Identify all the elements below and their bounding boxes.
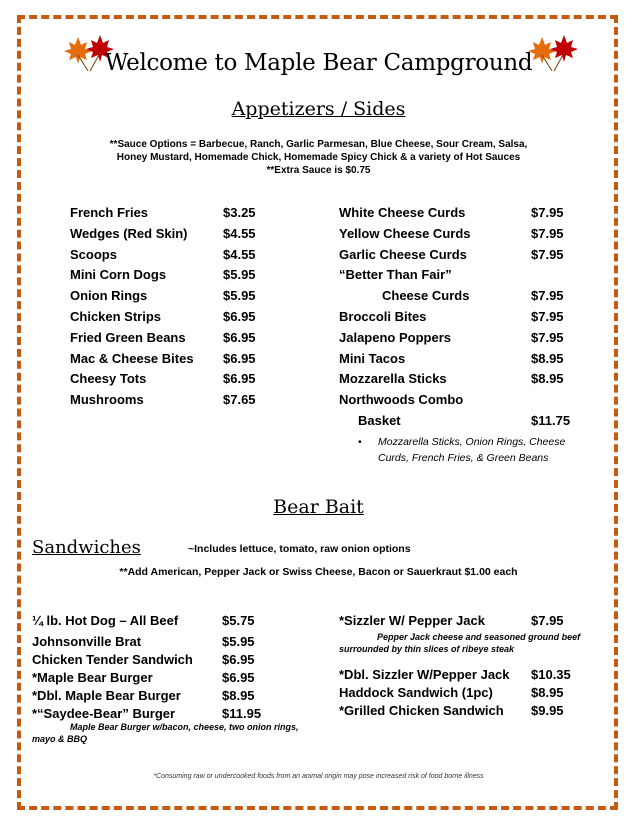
addon-note: **Add American, Pepper Jack or Swiss Cheese, Bacon or Sauerkraut $1.00 each bbox=[119, 566, 518, 578]
item-name: Scoops bbox=[70, 246, 117, 262]
item-name: Northwoods Combo bbox=[339, 392, 464, 408]
item-name: Chicken Strips bbox=[70, 308, 162, 324]
item-price: $11.95 bbox=[222, 705, 262, 721]
menu-item bbox=[339, 205, 589, 226]
sauce-options bbox=[0, 138, 637, 177]
item-name: Mozzarella Sticks bbox=[339, 371, 447, 387]
item-name: Chicken Tender Sandwich bbox=[32, 651, 193, 667]
item-name: Cheese Curds bbox=[382, 288, 470, 304]
menu-item bbox=[339, 371, 589, 392]
menu-item bbox=[339, 413, 589, 434]
menu-item bbox=[339, 685, 599, 703]
item-name: Mini Corn Dogs bbox=[70, 267, 167, 283]
menu-item bbox=[339, 667, 599, 685]
item-price: $6.95 bbox=[222, 669, 255, 685]
sizzler-description: Pepper Jack cheese and seasoned ground beef surrounded by thin slices of ribeye steak bbox=[339, 632, 581, 654]
item-price: $7.95 bbox=[531, 288, 564, 304]
item-name: *Dbl. Maple Bear Burger bbox=[32, 687, 181, 703]
menu-item bbox=[70, 205, 270, 226]
menu-item bbox=[339, 267, 589, 288]
saydee-burger-description: Maple Bear Burger w/bacon, cheese, two onion rings, mayo & BBQ bbox=[32, 722, 299, 744]
sandwiches-left-column bbox=[32, 613, 312, 724]
item-name: Jalapeno Poppers bbox=[339, 329, 451, 345]
item-price: $6.95 bbox=[223, 329, 256, 345]
menu-item bbox=[70, 309, 270, 330]
item-price: $7.95 bbox=[531, 613, 564, 628]
item-price: $10.35 bbox=[531, 667, 571, 682]
item-name: Mac & Cheese Bites bbox=[70, 350, 194, 366]
appetizers-left-column bbox=[70, 205, 270, 413]
item-name: Yellow Cheese Curds bbox=[339, 225, 471, 241]
item-price: $11.75 bbox=[531, 412, 571, 428]
sandwiches-heading: Sandwiches bbox=[32, 537, 141, 558]
item-price: $5.95 bbox=[222, 633, 255, 649]
item-name: Mini Tacos bbox=[339, 350, 406, 366]
menu-item bbox=[70, 330, 270, 351]
item-price: $8.95 bbox=[531, 371, 564, 387]
menu-item bbox=[70, 392, 270, 413]
menu-item bbox=[339, 351, 589, 372]
menu-item bbox=[339, 247, 589, 268]
item-name: *Grilled Chicken Sandwich bbox=[339, 703, 504, 718]
item-name: *Dbl. Sizzler W/Pepper Jack bbox=[339, 667, 510, 682]
item-price: $9.95 bbox=[531, 703, 564, 718]
item-name: Wedges (Red Skin) bbox=[70, 225, 188, 241]
extra-sauce-note: **Extra Sauce is $0.75 bbox=[266, 165, 371, 176]
menu-item bbox=[32, 688, 312, 706]
menu-item bbox=[70, 288, 270, 309]
item-name: ¼ lb. Hot Dog – All Beef bbox=[32, 613, 179, 628]
combo-note-text: Mozzarella Sticks, Onion Rings, Cheese Curds, French Fries, & Green Beans bbox=[378, 436, 566, 464]
item-name: Cheesy Tots bbox=[70, 371, 147, 387]
item-price: $4.55 bbox=[223, 225, 256, 241]
item-price: $6.95 bbox=[222, 651, 255, 667]
menu-item bbox=[70, 267, 270, 288]
sandwiches-subheading: ~Includes lettuce, tomato, raw onion options bbox=[188, 543, 411, 555]
item-name: Basket bbox=[358, 412, 401, 428]
item-name: Onion Rings bbox=[70, 288, 148, 304]
bullet-icon: • bbox=[358, 436, 362, 448]
item-price: $8.95 bbox=[531, 350, 564, 366]
appetizers-right-column bbox=[339, 205, 589, 434]
menu-item bbox=[32, 652, 312, 670]
menu-item bbox=[70, 226, 270, 247]
combo-basket-note bbox=[358, 434, 588, 466]
item-price: $6.95 bbox=[223, 350, 256, 366]
sauce-line-1: **Sauce Options = Barbecue, Ranch, Garlic Parmesan, Blue Cheese, Sour Cream, Salsa, bbox=[109, 139, 528, 150]
food-safety-warning: *Consuming raw or undercooked foods from an animal origin may pose increased risk of food borne illness bbox=[153, 773, 484, 780]
item-price: $7.95 bbox=[531, 225, 564, 241]
item-price: $4.55 bbox=[223, 246, 256, 262]
item-price: $7.95 bbox=[531, 246, 564, 262]
item-name: *Sizzler W/ Pepper Jack bbox=[339, 613, 485, 628]
item-price: $5.95 bbox=[223, 267, 256, 283]
item-price: $7.95 bbox=[531, 308, 564, 324]
item-price: $7.95 bbox=[531, 205, 564, 220]
item-name: Fried Green Beans bbox=[70, 329, 186, 345]
menu-item bbox=[339, 703, 599, 721]
menu-item bbox=[339, 226, 589, 247]
appetizers-heading: Appetizers / Sides bbox=[231, 98, 406, 120]
item-name: French Fries bbox=[70, 205, 149, 220]
menu-item bbox=[70, 247, 270, 268]
menu-item bbox=[32, 613, 312, 634]
page-title: Welcome to Maple Bear Campground bbox=[104, 50, 533, 76]
sandwiches-right-column-2 bbox=[339, 667, 599, 721]
item-price: $8.95 bbox=[222, 687, 255, 703]
item-name: Johnsonville Brat bbox=[32, 633, 142, 649]
item-name: Broccoli Bites bbox=[339, 308, 427, 324]
menu-item bbox=[339, 330, 589, 351]
item-name: *Maple Bear Burger bbox=[32, 669, 153, 685]
item-price: $5.95 bbox=[223, 288, 256, 304]
item-name: Haddock Sandwich (1pc) bbox=[339, 685, 493, 700]
item-price: $7.65 bbox=[223, 392, 256, 408]
item-price: $3.25 bbox=[223, 205, 256, 220]
item-price: $7.95 bbox=[531, 329, 564, 345]
menu-item bbox=[32, 634, 312, 652]
item-name: *“Saydee-Bear” Burger bbox=[32, 705, 176, 721]
menu-item bbox=[70, 351, 270, 372]
item-price: $8.95 bbox=[531, 685, 564, 700]
item-name: Mushrooms bbox=[70, 392, 144, 408]
menu-item bbox=[339, 288, 589, 309]
bear-bait-heading: Bear Bait bbox=[273, 496, 364, 518]
item-price: $5.75 bbox=[222, 613, 255, 628]
item-name: Garlic Cheese Curds bbox=[339, 246, 467, 262]
menu-item bbox=[70, 371, 270, 392]
item-price: $6.95 bbox=[223, 308, 256, 324]
sauce-line-2: Honey Mustard, Homemade Chick, Homemade Spicy Chick & a variety of Hot Sauces bbox=[116, 152, 521, 163]
item-price: $6.95 bbox=[223, 371, 256, 387]
menu-item bbox=[339, 392, 589, 413]
menu-item bbox=[32, 670, 312, 688]
item-name: “Better Than Fair” bbox=[339, 267, 452, 283]
menu-item bbox=[339, 309, 589, 330]
item-name: White Cheese Curds bbox=[339, 205, 466, 220]
